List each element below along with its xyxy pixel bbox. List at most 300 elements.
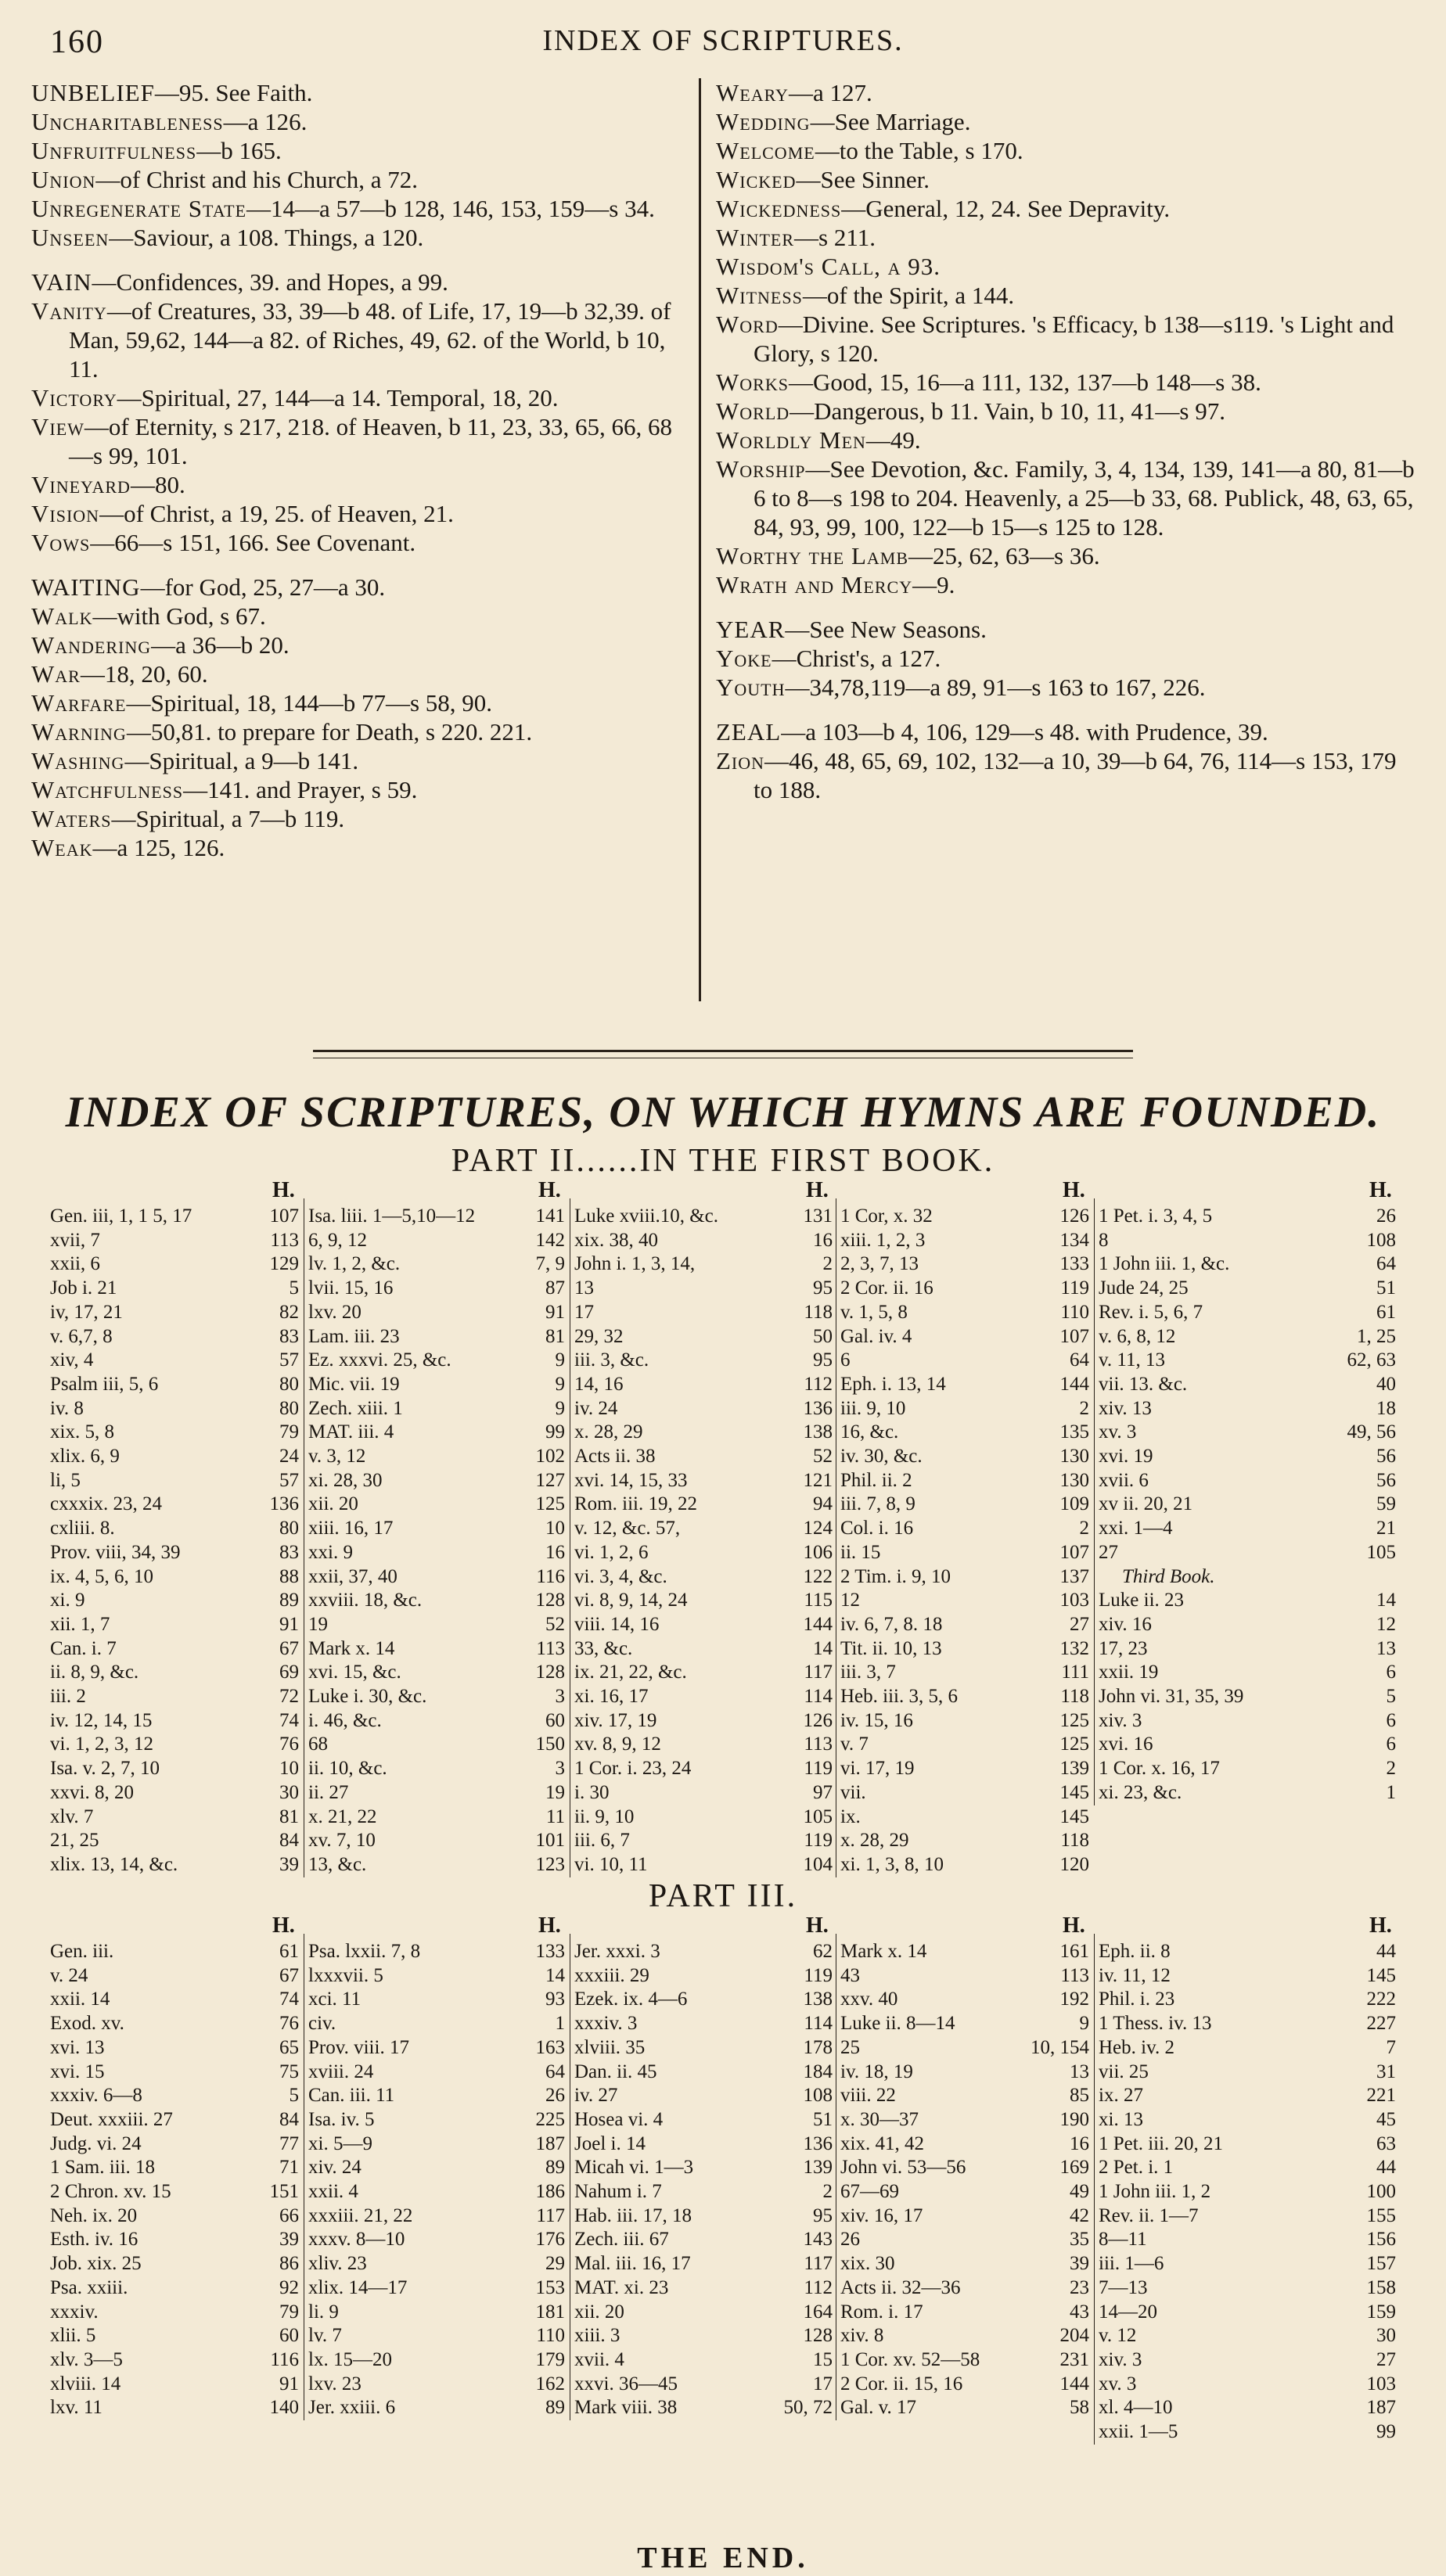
hymn-number: 155 [1366,2204,1396,2226]
scripture-reference: lv. 7 [308,2325,342,2347]
scripture-reference: iii. 7, 8, 9 [840,1493,915,1515]
scripture-row [1099,2420,1396,2445]
scripture-row [1099,1493,1396,1517]
scripture-reference: ii. 27 [308,1781,349,1803]
hymn-number: 113 [804,1734,833,1755]
scripture-row [840,2108,1089,2132]
scripture-row [840,2204,1089,2229]
hymn-number: 50 [813,1325,833,1347]
hymn-number: 94 [813,1493,833,1515]
hymn-number: 122 [803,1565,833,1587]
scripture-reference: iv. 30, &c. [840,1446,923,1468]
hymn-number: 128 [535,1662,565,1683]
hymn-number: 178 [803,2036,833,2058]
hymn-number: 64 [1070,1349,1089,1371]
topic-entry: Worthy the Lamb—25, 62, 63—s 36. [716,542,1100,569]
scripture-row [1099,1325,1396,1349]
hymn-number: 12 [1376,1613,1396,1635]
end-text: THE END. [637,2542,809,2574]
hymn-number: 139 [1059,1758,1089,1780]
scripture-reference: xxxiii. 29 [574,1964,649,1986]
scripture-reference: Gal. v. 17 [840,2397,916,2419]
hymn-number: 125 [1059,1734,1089,1755]
scripture-row [840,1229,1089,1253]
hymn-number: 162 [535,2373,565,2395]
topic-entry: Warning—50,81. to prepare for Death, s 220. 221. [31,718,533,745]
hymn-column-header: H. [806,1178,829,1202]
scripture-row [50,1781,299,1805]
hymn-number: 136 [803,2132,833,2154]
hymn-number: 56 [1376,1446,1396,1468]
topic-entry: UNBELIEF—95. See Faith. [31,79,313,106]
scripture-row [308,2060,565,2085]
scripture-reference: Mic. vii. 19 [308,1373,400,1395]
hymn-number: 184 [803,2060,833,2082]
scripture-row [308,1589,565,1613]
scripture-reference: lxv. 11 [50,2397,103,2419]
scripture-reference: iv. 24 [574,1397,618,1419]
scripture-reference: 8—11 [1099,2229,1147,2251]
scripture-row [840,2324,1089,2348]
hymn-number: 40 [1376,1373,1396,1395]
scripture-row [840,2348,1089,2373]
scripture-row [1099,1277,1396,1301]
scripture-reference: xlix. 6, 9 [50,1446,120,1468]
scripture-row [50,2084,299,2108]
scripture-row [308,1988,565,2012]
scripture-row [50,1853,299,1877]
scripture-row [840,1733,1089,1757]
scripture-reference: v. 11, 13 [1099,1349,1165,1371]
scripture-reference: xliv. 23 [308,2253,367,2275]
scripture-reference: Deut. xxxiii. 27 [50,2108,173,2130]
hymn-number: 9 [555,1373,565,1395]
hymn-number: 19 [545,1781,565,1803]
scripture-row [574,2348,833,2373]
scripture-row [840,1853,1089,1877]
scripture-reference: xiv. 8 [840,2325,884,2347]
scripture-row [1099,1685,1396,1709]
hymn-number: 136 [803,1397,833,1419]
scripture-column [1099,1940,1396,2445]
scripture-reference: xi. 23, &c. [1099,1781,1182,1803]
scripture-reference: Jer. xxiii. 6 [308,2397,396,2419]
hymn-number: 125 [1059,1709,1089,1731]
scripture-row [308,1940,565,1964]
scripture-reference: xvii, 7 [50,1229,100,1251]
scripture-reference: Mark x. 14 [840,1941,927,1962]
topic-entry: Witness—of the Spirit, a 144. [716,282,1015,309]
scripture-row [50,1373,299,1397]
scripture-reference: Rev. ii. 1—7 [1099,2204,1199,2226]
scripture-reference: xi. 1, 3, 8, 10 [840,1853,944,1875]
topic-entry: Works—Good, 15, 16—a 111, 132, 137—b 148—s 38. [716,368,1261,396]
hymn-number: 2 [822,2181,833,2203]
scripture-row [1099,2276,1396,2301]
hymn-number: 89 [545,2157,565,2179]
hymn-number: 51 [813,2108,833,2130]
scripture-reference: Luke i. 30, &c. [308,1686,427,1708]
hymn-number: 187 [535,2132,565,2154]
scripture-row [840,1565,1089,1590]
scripture-reference: Gen. iii. [50,1941,114,1962]
hymn-number: 79 [279,1421,299,1443]
scripture-reference: 29, 32 [574,1325,624,1347]
scripture-reference: Rev. i. 5, 6, 7 [1099,1301,1203,1323]
hymn-number: 79 [279,2301,299,2323]
hymn-number: 110 [1060,1301,1089,1323]
scripture-row [50,1661,299,1685]
hymn-number: 192 [1059,1989,1089,2010]
scripture-row [574,1805,833,1830]
scripture-reference: Ezek. ix. 4—6 [574,1989,688,2010]
scripture-row [308,1301,565,1325]
scripture-reference: iii. 2 [50,1686,86,1708]
scripture-reference: xv. 7, 10 [308,1830,376,1852]
topic-entry: Wicked—See Sinner. [716,166,930,193]
hymn-number: 131 [803,1205,833,1227]
scripture-row [840,2228,1089,2252]
scripture-reference: ix. [840,1805,861,1827]
hymn-number: 62 [813,1941,833,1962]
hymn-number: 27 [1070,1613,1089,1635]
scripture-reference: vi. 1, 2, 6 [574,1541,649,1563]
scripture-reference: iv. 27 [574,2085,618,2107]
scripture-row [574,1940,833,1964]
scripture-row [574,1637,833,1662]
hymn-number: 119 [804,1830,833,1852]
scripture-reference: v. 3, 12 [308,1446,366,1468]
scripture-reference: lxxxvii. 5 [308,1964,383,1986]
scripture-row [840,1349,1089,1373]
topic-entry: Welcome—to the Table, s 170. [716,137,1023,164]
hymn-number: 118 [1060,1686,1089,1708]
scripture-row [840,1781,1089,1805]
scripture-reference: Rom. iii. 19, 22 [574,1493,697,1515]
scripture-row [574,1205,833,1229]
hymn-number: 120 [1059,1853,1089,1875]
hymn-number: 158 [1366,2276,1396,2298]
scripture-reference: xvi. 14, 15, 33 [574,1469,688,1491]
scripture-row [308,2156,565,2180]
topic-entry: Warfare—Spiritual, 18, 144—b 77—s 58, 90. [31,689,493,717]
hymn-number: 97 [813,1781,833,1803]
scripture-reference: Job i. 21 [50,1277,117,1299]
scripture-row [574,2084,833,2108]
hymn-number: 110 [536,2325,565,2347]
scripture-row [840,2036,1089,2060]
scripture-reference: lxv. 20 [308,1301,362,1323]
scripture-row [308,2204,565,2229]
hymn-number: 27 [1376,2348,1396,2370]
scripture-row [308,2228,565,2252]
scripture-row [574,1469,833,1493]
scripture-reference: Luke ii. 23 [1099,1590,1185,1611]
hymn-number: 1, 25 [1357,1325,1396,1347]
scripture-column [308,1205,565,1877]
hymn-number: 24 [279,1446,299,1468]
scripture-row [574,2012,833,2036]
hymn-number: 125 [535,1493,565,1515]
hymn-number: 119 [804,1758,833,1780]
hymn-number: 221 [1366,2085,1396,2107]
hymn-number: 64 [545,2060,565,2082]
hymn-number: 61 [279,1941,299,1962]
hymn-number: 139 [803,2157,833,2179]
scripture-row [308,1661,565,1685]
scripture-row [1099,1517,1396,1541]
scripture-reference: 8 [1099,1229,1109,1251]
hymn-number: 60 [279,2325,299,2347]
scripture-reference: xxxiv. [50,2301,99,2323]
scripture-row [1099,1781,1396,1805]
hymn-number: 13 [1376,1637,1396,1659]
topic-entry: Wisdom's Call, a 93. [716,253,941,280]
hymn-column-header: H. [1369,1913,1392,1938]
hymn-number: 126 [803,1709,833,1731]
scripture-reference: Mark x. 14 [308,1637,395,1659]
hymn-number: 109 [1059,1493,1089,1515]
scripture-row [840,1493,1089,1517]
hymn-number: 29 [545,2253,565,2275]
scripture-row [50,1613,299,1637]
scripture-reference: Nahum i. 7 [574,2181,662,2203]
scripture-row [574,1445,833,1469]
scripture-column [840,1940,1089,2420]
scripture-row [50,2252,299,2276]
scripture-reference: Psa. lxxii. 7, 8 [308,1941,421,1962]
scripture-row [574,2156,833,2180]
hymn-number: 135 [1059,1421,1089,1443]
scripture-reference: 2 Cor. ii. 15, 16 [840,2373,963,2395]
hymn-number: 16 [545,1541,565,1563]
hymn-number: 102 [535,1446,565,1468]
scripture-reference: vi. 1, 2, 3, 12 [50,1734,153,1755]
hymn-number: 222 [1366,1989,1396,2010]
scripture-row [840,2132,1089,2157]
scripture-row [840,1541,1089,1565]
scripture-reference: xvi. 15, &c. [308,1662,401,1683]
hymn-number: 99 [1376,2421,1396,2443]
scripture-reference: 1 Cor. x. 16, 17 [1099,1758,1220,1780]
scripture-reference: xlviii. 14 [50,2373,121,2395]
hymn-number: 145 [1059,1781,1089,1803]
scripture-row [1099,1589,1396,1613]
hymn-number: 107 [1059,1541,1089,1563]
hymn-number: 91 [545,1301,565,1323]
scripture-row [574,1589,833,1613]
hymn-number: 76 [279,2013,299,2035]
scripture-row [308,2396,565,2420]
scripture-reference: xii. 20 [574,2301,624,2323]
scripture-row [50,1733,299,1757]
scripture-reference: xlv. 3—5 [50,2348,123,2370]
scripture-row [1099,1733,1396,1757]
scripture-reference: xvii. 6 [1099,1469,1149,1491]
scripture-reference: iii. 3, &c. [574,1349,649,1371]
hymn-number: 106 [803,1541,833,1563]
hymn-number: 39 [279,1853,299,1875]
scripture-reference: Isa. iv. 5 [308,2108,375,2130]
scripture-reference: vi. 8, 9, 14, 24 [574,1590,688,1611]
scripture-reference: 17 [574,1301,594,1323]
scripture-reference: Hab. iii. 17, 18 [574,2204,692,2226]
hymn-number: 143 [803,2229,833,2251]
scripture-row [574,2252,833,2276]
scripture-reference: iv, 17, 21 [50,1301,123,1323]
hymn-number: 129 [269,1253,299,1275]
scripture-row [574,2108,833,2132]
scripture-reference: iv. 12, 14, 15 [50,1709,153,1731]
scripture-reference: xxii. 19 [1099,1662,1159,1683]
scripture-row [1099,2084,1396,2108]
hymn-number: 61 [1376,1301,1396,1323]
hymn-number: 163 [535,2036,565,2058]
scripture-reference: x. 30—37 [840,2108,919,2130]
hymn-number: 31 [1376,2060,1396,2082]
scripture-reference: xi. 28, 30 [308,1469,383,1491]
hymn-number: 77 [279,2132,299,2154]
column-divider [1094,1198,1095,1805]
scripture-row [50,1637,299,1662]
scripture-reference: xiv. 16 [1099,1613,1152,1635]
scripture-row [1099,2228,1396,2252]
hymn-number: 113 [270,1229,299,1251]
scripture-reference: xlix. 13, 14, &c. [50,1853,178,1875]
scripture-row [1099,1637,1396,1662]
topic-entry: Victory—Spiritual, 27, 144—a 14. Temporal, 18, 20. [31,384,559,411]
scripture-reference: xix. 41, 42 [840,2132,924,2154]
scripture-row [574,2204,833,2229]
hymn-number: 108 [1366,1229,1396,1251]
hymn-number: 21 [1376,1518,1396,1539]
hymn-number: 49 [1070,2181,1089,2203]
scripture-reference: xiv. 16, 17 [840,2204,923,2226]
hymn-number: 15 [813,2348,833,2370]
scripture-reference: xiv. 17, 19 [574,1709,657,1731]
scripture-reference: 67—69 [840,2181,899,2203]
hymn-number: 7, 9 [535,1253,565,1275]
scripture-row [840,1685,1089,1709]
hymn-number: 39 [279,2229,299,2251]
scripture-reference: xix. 38, 40 [574,1229,658,1251]
scripture-reference: xiv. 3 [1099,1709,1142,1731]
scripture-row [50,1805,299,1830]
scripture-reference: xvi. 16 [1099,1734,1153,1755]
scripture-row [308,1805,565,1830]
hymn-number: 105 [1366,1541,1396,1563]
scripture-reference: xlviii. 35 [574,2036,646,2058]
scripture-row [50,2180,299,2204]
hymn-number: 5 [289,2085,299,2107]
scripture-row [50,2108,299,2132]
scripture-row [308,2373,565,2397]
hymn-number: 91 [279,2373,299,2395]
hymn-number: 6 [1386,1709,1396,1731]
hymn-number: 9 [555,1397,565,1419]
hymn-number: 84 [279,1830,299,1852]
scripture-row [50,2060,299,2085]
scripture-reference: v. 12 [1099,2325,1137,2347]
scripture-row [840,1277,1089,1301]
hymn-number: 16 [813,1229,833,1251]
scripture-reference: 2 Tim. i. 9, 10 [840,1565,951,1587]
hymn-number: 144 [1059,1373,1089,1395]
scripture-reference: iv. 11, 12 [1099,1964,1171,1986]
scripture-row [574,1853,833,1877]
scripture-reference: Prov. viii, 34, 39 [50,1541,181,1563]
scripture-row [308,1229,565,1253]
scripture-row [1099,1661,1396,1685]
scripture-row [308,2108,565,2132]
scripture-row [574,2373,833,2397]
scripture-reference: 14, 16 [574,1373,624,1395]
scripture-row [574,1493,833,1517]
hymn-number: 26 [545,2085,565,2107]
scripture-column [574,1940,833,2420]
scripture-row [574,2228,833,2252]
hymn-number: 39 [1070,2253,1089,2275]
scripture-reference: iv. 8 [50,1397,84,1419]
scripture-reference: 1 Pet. iii. 20, 21 [1099,2132,1224,2154]
scripture-row [574,1709,833,1734]
scripture-row [574,2036,833,2060]
scripture-reference: xiv. 3 [1099,2348,1142,2370]
scripture-reference: viii. 14, 16 [574,1613,660,1635]
hymn-number: 88 [279,1565,299,1587]
hymn-number: 89 [545,2397,565,2419]
scripture-row [574,2132,833,2157]
scripture-row [308,1541,565,1565]
hymn-number: 126 [1059,1205,1089,1227]
scripture-reference: ix. 27 [1099,2085,1143,2107]
topic-entry: Union—of Christ and his Church, a 72. [31,166,418,193]
scripture-reference: John i. 1, 3, 14, [574,1253,696,1275]
scripture-reference: xxii, 6 [50,1253,100,1275]
hymn-number: 2 [822,1253,833,1275]
hymn-column-header: H. [272,1913,295,1938]
hymn-number: 130 [1059,1469,1089,1491]
hymn-number: 186 [535,2181,565,2203]
scripture-row [574,1397,833,1421]
hymn-number: 63 [1376,2132,1396,2154]
scripture-reference: viii. 22 [840,2085,896,2107]
scripture-row [1099,2012,1396,2036]
scripture-row [840,1252,1089,1277]
scripture-reference: 1 Pet. i. 3, 4, 5 [1099,1205,1213,1227]
scripture-row [50,1252,299,1277]
scripture-reference: xi. 13 [1099,2108,1143,2130]
scripture-row [1099,2036,1396,2060]
hymn-number: 117 [536,2204,565,2226]
hymn-number: 13 [1070,2060,1089,2082]
scripture-row [308,1349,565,1373]
scripture-reference: xi. 16, 17 [574,1686,649,1708]
scripture-row [50,1829,299,1853]
scripture-reference: xxvi. 36—45 [574,2373,678,2395]
scripture-reference: cxliii. 8. [50,1518,115,1539]
hymn-number: 103 [1366,2373,1396,2395]
hymn-number: 169 [1059,2157,1089,2179]
hymn-number: 204 [1059,2325,1089,2347]
scripture-reference: Mal. iii. 16, 17 [574,2253,691,2275]
hymn-number: 9 [1079,2013,1089,2035]
hymn-number: 128 [535,1590,565,1611]
hymn-number: 130 [1059,1446,1089,1468]
scripture-reference: 43 [840,1964,860,1986]
scripture-row [840,2301,1089,2325]
scripture-reference: xxi. 1—4 [1099,1518,1173,1539]
